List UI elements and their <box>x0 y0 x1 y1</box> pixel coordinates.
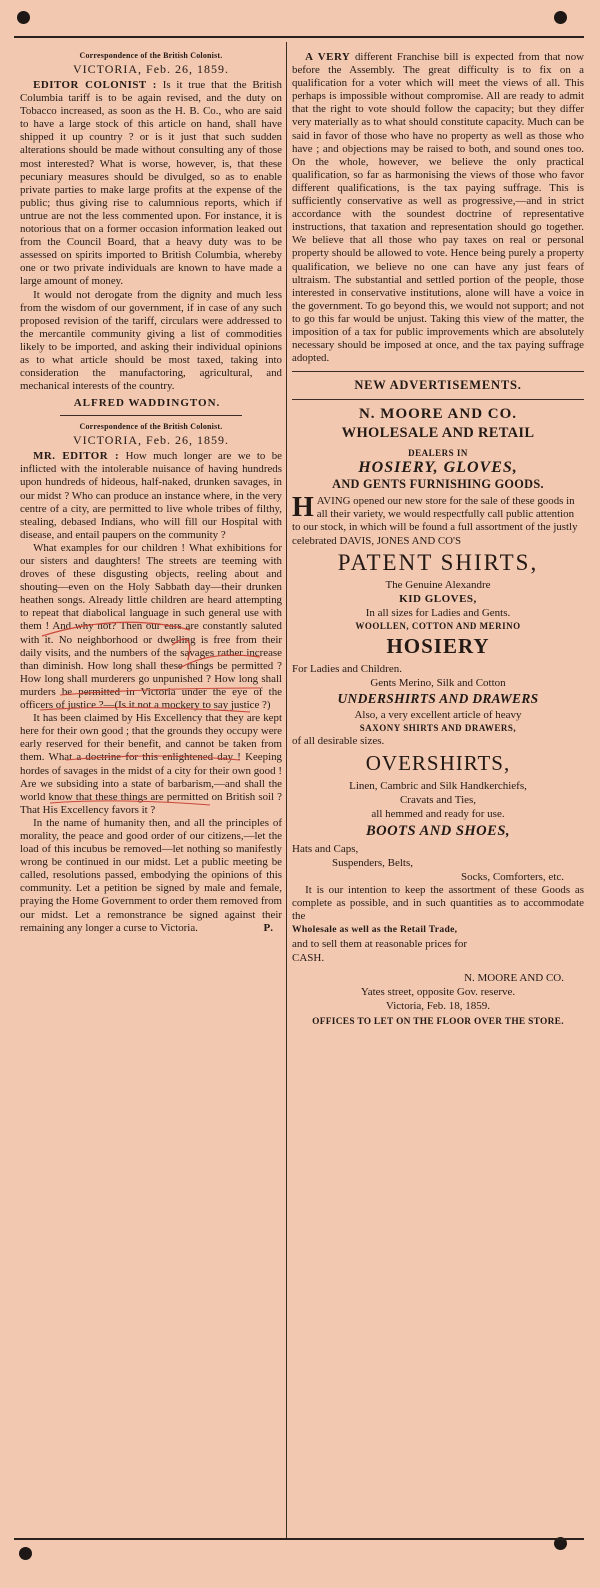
ad-date: Victoria, Feb. 18, 1859. <box>385 999 491 1012</box>
annotation-stroke <box>50 801 210 805</box>
ad-line: Wholesale as well as the Retail Trade, <box>292 923 458 935</box>
ad-line: CASH. <box>292 951 325 964</box>
undershirts-drawers: UNDERSHIRTS AND DRAWERS <box>337 690 539 706</box>
letter-heading: Correspondence of the British Colonist. <box>79 422 223 432</box>
letter-paragraph: What examples for our children ! What exhibitions for our sisters and daughters! The streets are teeming with droves of these disgusting objects, reeling about and shouting—even on the Holy Sabbath day—their drunken heathen songs. Already little children are heard attempting to repeat that diabolical language in such general use with them ! And why not? Then our ears are constantly saluted with it. No neighborhood or dwelling is free from their daily visits, and the numbers of the savages rather increase than diminish. How long shall these things be permitted ? How long shall murderers go unpunished ? How long shall murders be permitted in Victoria under the eye of the officers of justice ?—(Is it not a mockery to say justice ?) <box>20 541 282 712</box>
annotation-stroke <box>180 655 260 668</box>
hosiery-gloves: HOSIERY, GLOVES, <box>358 459 518 477</box>
annotation-stroke <box>40 707 250 712</box>
ad-line: Linen, Cambric and Silk Handkerchiefs, <box>349 779 527 792</box>
offices-notice: OFFICES TO LET ON THE FLOOR OVER THE STORE. <box>312 1016 564 1027</box>
annotation-stroke <box>42 622 190 636</box>
paragraph-text: How much longer are we to be inflicted with the intolerable nuisance of having hundreds upon hundreds of hideous, half-naked, drunken savages, in our midst ? Who can produce an instance where, in the very centre of a city, are permitted to live whole tribes of filthy, stealing, debased Indians, who will fill our Hospital with disease, and entail paupers on the community ? <box>20 450 282 541</box>
ad-line: WOOLLEN, COTTON AND MERINO <box>355 620 521 631</box>
ad-line: SAXONY SHIRTS AND DRAWERS, <box>359 722 517 733</box>
brand-name: DAVIS, JONES AND CO'S <box>339 534 462 547</box>
trade-line: WHOLESALE AND RETAIL <box>341 425 535 442</box>
ad-line: For Ladies and Children. <box>292 662 402 675</box>
letter-dateline: VICTORIA, Feb. 26, 1859. <box>72 433 230 448</box>
letter-paragraph: It would not derogate from the dignity and much less from the wisdom of our government, if in case of any such proposed revision of the tariff, circulars were addressed to the mercantile community giving a list of commodities likely to be imported, and asking their individual opinions as to what article should be most taxed, taking into consideration the manufactoring, agricultural, and mechanical interests of the country. <box>20 288 282 393</box>
letter-paragraph: In the name of humanity then, and all the principles of morality, the peace and good order of our citizens,—let the load of this incubus be removed—let nothing so manifestly wrong be continued in our midst. Let a public meeting be called, resolutions passed, embodying the opinions of this community. Let a petition be signed by male and female, praying the Home Government to order them removed from our midst. Let a remonstrance be signed against their remaining any longer a curse to Victoria. <box>20 816 282 934</box>
letter-dateline: VICTORIA, Feb. 26, 1859. <box>72 62 230 76</box>
ad-line: The Genuine Alexandre <box>385 578 491 591</box>
ads-heading: NEW ADVERTISEMENTS. <box>354 378 522 393</box>
salutation: MR. EDITOR : <box>33 450 120 463</box>
ad-line: Gents Merino, Silk and Cotton <box>370 676 506 689</box>
overshirts: OVERSHIRTS, <box>365 750 511 775</box>
ad-line: Cravats and Ties, <box>399 793 477 806</box>
dealers-in: DEALERS IN <box>408 448 468 459</box>
letter-signature: ALFRED WADDINGTON. <box>73 397 221 410</box>
furnishing-goods: AND GENTS FURNISHING GOODS. <box>332 477 544 492</box>
ad-address: Yates street, opposite Gov. reserve. <box>360 985 516 998</box>
annotation-stroke <box>66 756 240 760</box>
boots-shoes: BOOTS AND SHOES, <box>365 822 511 839</box>
hosiery: HOSIERY <box>386 633 490 658</box>
ad-line: Hats and Caps, <box>292 842 359 855</box>
ad-line: Also, a very excellent article of heavy <box>354 708 522 721</box>
patent-shirts: PATENT SHIRTS, <box>337 549 539 575</box>
letter-heading: Correspondence of the British Colonist. <box>79 51 223 60</box>
ad-line: Socks, Comforters, etc. <box>461 870 564 883</box>
salutation: EDITOR COLONIST : <box>33 79 157 91</box>
ad-line: of all desirable sizes. <box>292 734 385 747</box>
ad-line: and to sell them at reasonable prices for <box>292 937 468 950</box>
editorial-text: different Franchise bill is expected from that now before the Assembly. The great difficulty is to fix on a qualification for a voter which will meet the views of all. This perhaps is impossible without compromise. All are ready to admit that the right to vote should follow the capacity; but they differ very materially as to what should constitute capacity. Much can be said in favor of those who have no property as well as those who have ; and objections may be raised to both, and sound ones too. On the whole, however, we believe the only practical qualification, so far as harmonising the views of those who favor different qualifications, is the tax paying suffrage. This is sufficiently conservative as well as progressive,—and in strict accordance with the soundest doctrine of representative instructions, that taxation and representation should go together. We believe that all those who pay taxes on real or personal property should be allowed to vote. Hence being purely a property qualification, we believe no one can have any just fears of ultraism. The substantial and settled portion of the people, those interested in conservative institutions, alone will have a voice in the government. To go beyond this, we would not support; and not to go this far would be unjust. Taking this view of the matter, the imposition of a tax for public improvements which are absolutely necessary should be imposed at once, and the tax paying suffrage adopted. <box>292 51 584 365</box>
firm-name: N. MOORE AND CO. <box>358 406 518 423</box>
paragraph-text: Is it true that the British Columbia tariff is to be again revised, and the duty on Tobacco increased, as soon as the H. B. Co., who are said to have a large stock of this article on hand, shall have shipped it up country ? or is it just that such sudden alterations should be made without consulting any of those most interested? What is worse, however, is, that these pecuniary measures should be divulged, so as to enable private parties to make large profits at the expense of the public; thus giving rise to calumnious reports, which if untrue are not the less commented upon. For instance, it is notorious that on a former occasion information leaked out from the Council Board, that a heavy duty was to be assessed on spirits imported to British Columbia, whereby one or two private individuals are known to have made a large amount of money. <box>20 79 282 288</box>
ad-paragraph: It is our intention to keep the assortment of these Goods as complete as possible, and in such quantities as to accommodate the <box>292 883 584 922</box>
annotation-stroke <box>172 639 190 660</box>
ad-line: all hemmed and ready for use. <box>371 807 505 820</box>
ad-body-text: AVING opened our new store for the sale of these goods in all their variety, we would respectfully call public attention to our stock, in which will be found a full assortment of the justly celebrated <box>292 495 578 547</box>
ad-line: Suspenders, Belts, <box>332 856 413 869</box>
ad-line: In all sizes for Ladies and Gents. <box>365 606 511 619</box>
editorial-lead: A VERY <box>305 51 351 63</box>
letter-signature: P. <box>263 921 274 934</box>
kid-gloves: KID GLOVES, <box>399 592 477 605</box>
ad-signature: N. MOORE AND CO. <box>464 971 564 984</box>
annotation-stroke <box>60 688 260 695</box>
drop-cap: H <box>292 492 314 524</box>
letter-paragraph: It has been claimed by His Excellency that they are kept here for their own good ; that the grounds they occupy were early reserved for their benefit, and cannot be taken from them. What a doctrine for this enlightened day ! Keeping hordes of savages in the midst of a city for their own good ! Are we subsiding into a state of barbarism,—and shall the world know that these things are permitted on British soil ? That His Excellency favors it ? <box>20 712 282 816</box>
